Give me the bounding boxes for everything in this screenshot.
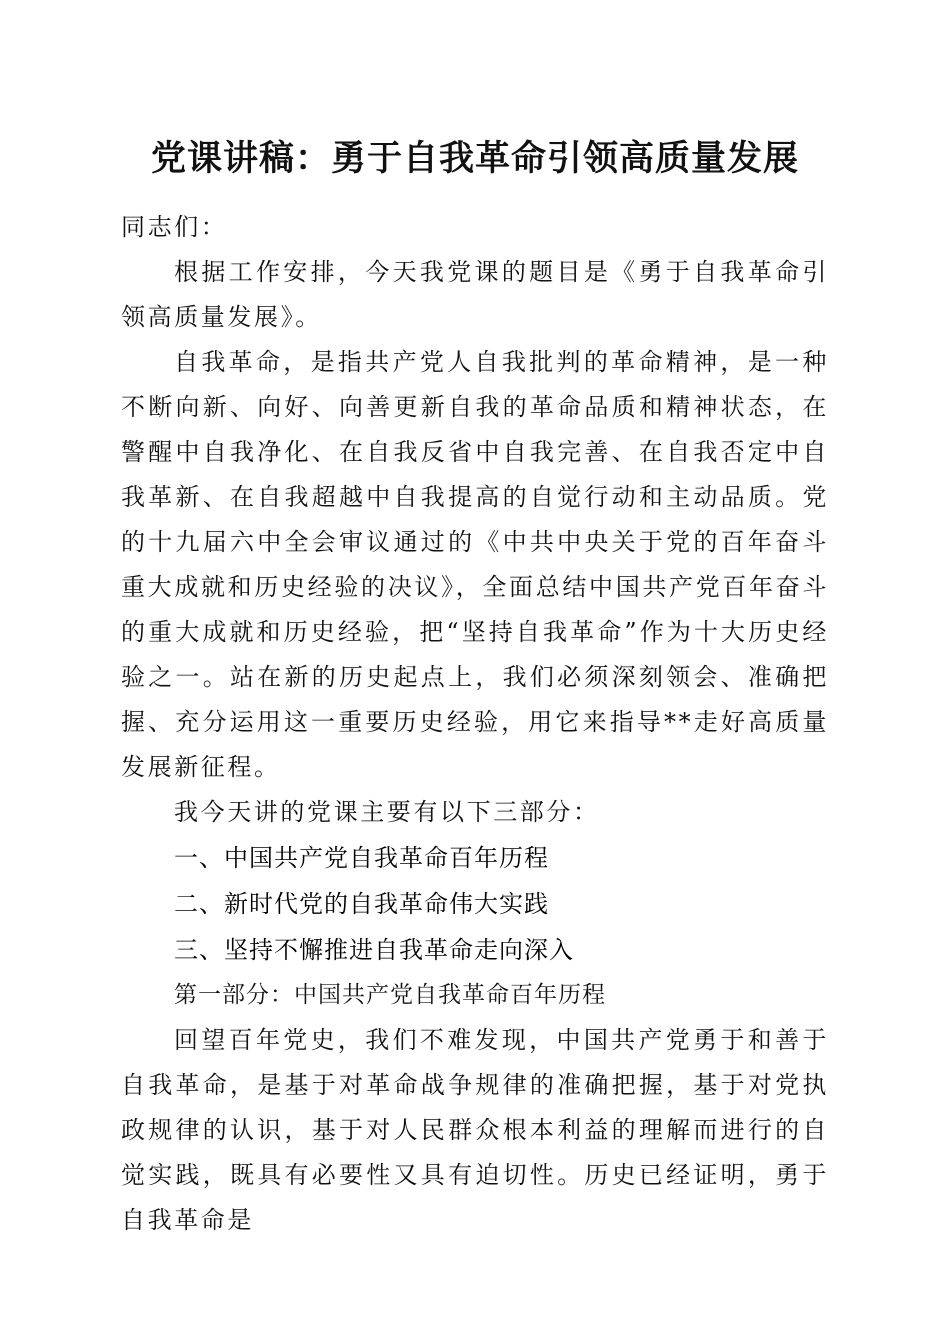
part1-heading: 第一部分：中国共产党自我革命百年历程 xyxy=(174,982,606,1008)
paragraph-part1-body: 回望百年党史，我们不难发现，中国共产党勇于和善于自我革命，是基于对革命战争规律的准确把握，基于对党执政规律的认识，基于对人民群众根本利益的理解而进行的自觉实践，既具有必要性又具有迫切性。历史已经证明，勇于自我革命是 xyxy=(121,1026,829,1234)
paragraph-intro: 根据工作安排，今天我党课的题目是《勇于自我革命引领高质量发展》。 xyxy=(121,258,829,331)
paragraph-definition: 自我革命，是指共产党人自我批判的革命精神，是一种不断向新、向好、向善更新自我的革命品质和精神状态，在警醒中自我净化、在自我反省中自我完善、在自我否定中自我革新、在自我超越中自我提高的自觉行动和主动品质。党的十九届六中全会审议通过的《中共中央关于党的百年奋斗重大成就和历史经验的决议》，全面总结中国共产党百年奋斗的重大成就和历史经验，把“坚持自我革命”作为十大历史经验之一。站在新的历史起点上，我们必须深刻领会、准确把握、充分运用这一重要历史经验，用它来指导**走好高质量发展新征程。 xyxy=(121,348,829,781)
document-body xyxy=(121,205,829,1243)
document-title: 党课讲稿：勇于自我革命引领高质量发展 xyxy=(150,138,799,179)
outline-item-3: 三、坚持不懈推进自我革命走向深入 xyxy=(174,936,574,964)
outline-item-1: 一、中国共产党自我革命百年历程 xyxy=(174,844,549,872)
salutation: 同志们： xyxy=(121,213,228,241)
outline-item-2: 二、新时代党的自我革命伟大实践 xyxy=(174,890,549,918)
paragraph-outline-intro: 我今天讲的党课主要有以下三部分： xyxy=(174,798,600,826)
